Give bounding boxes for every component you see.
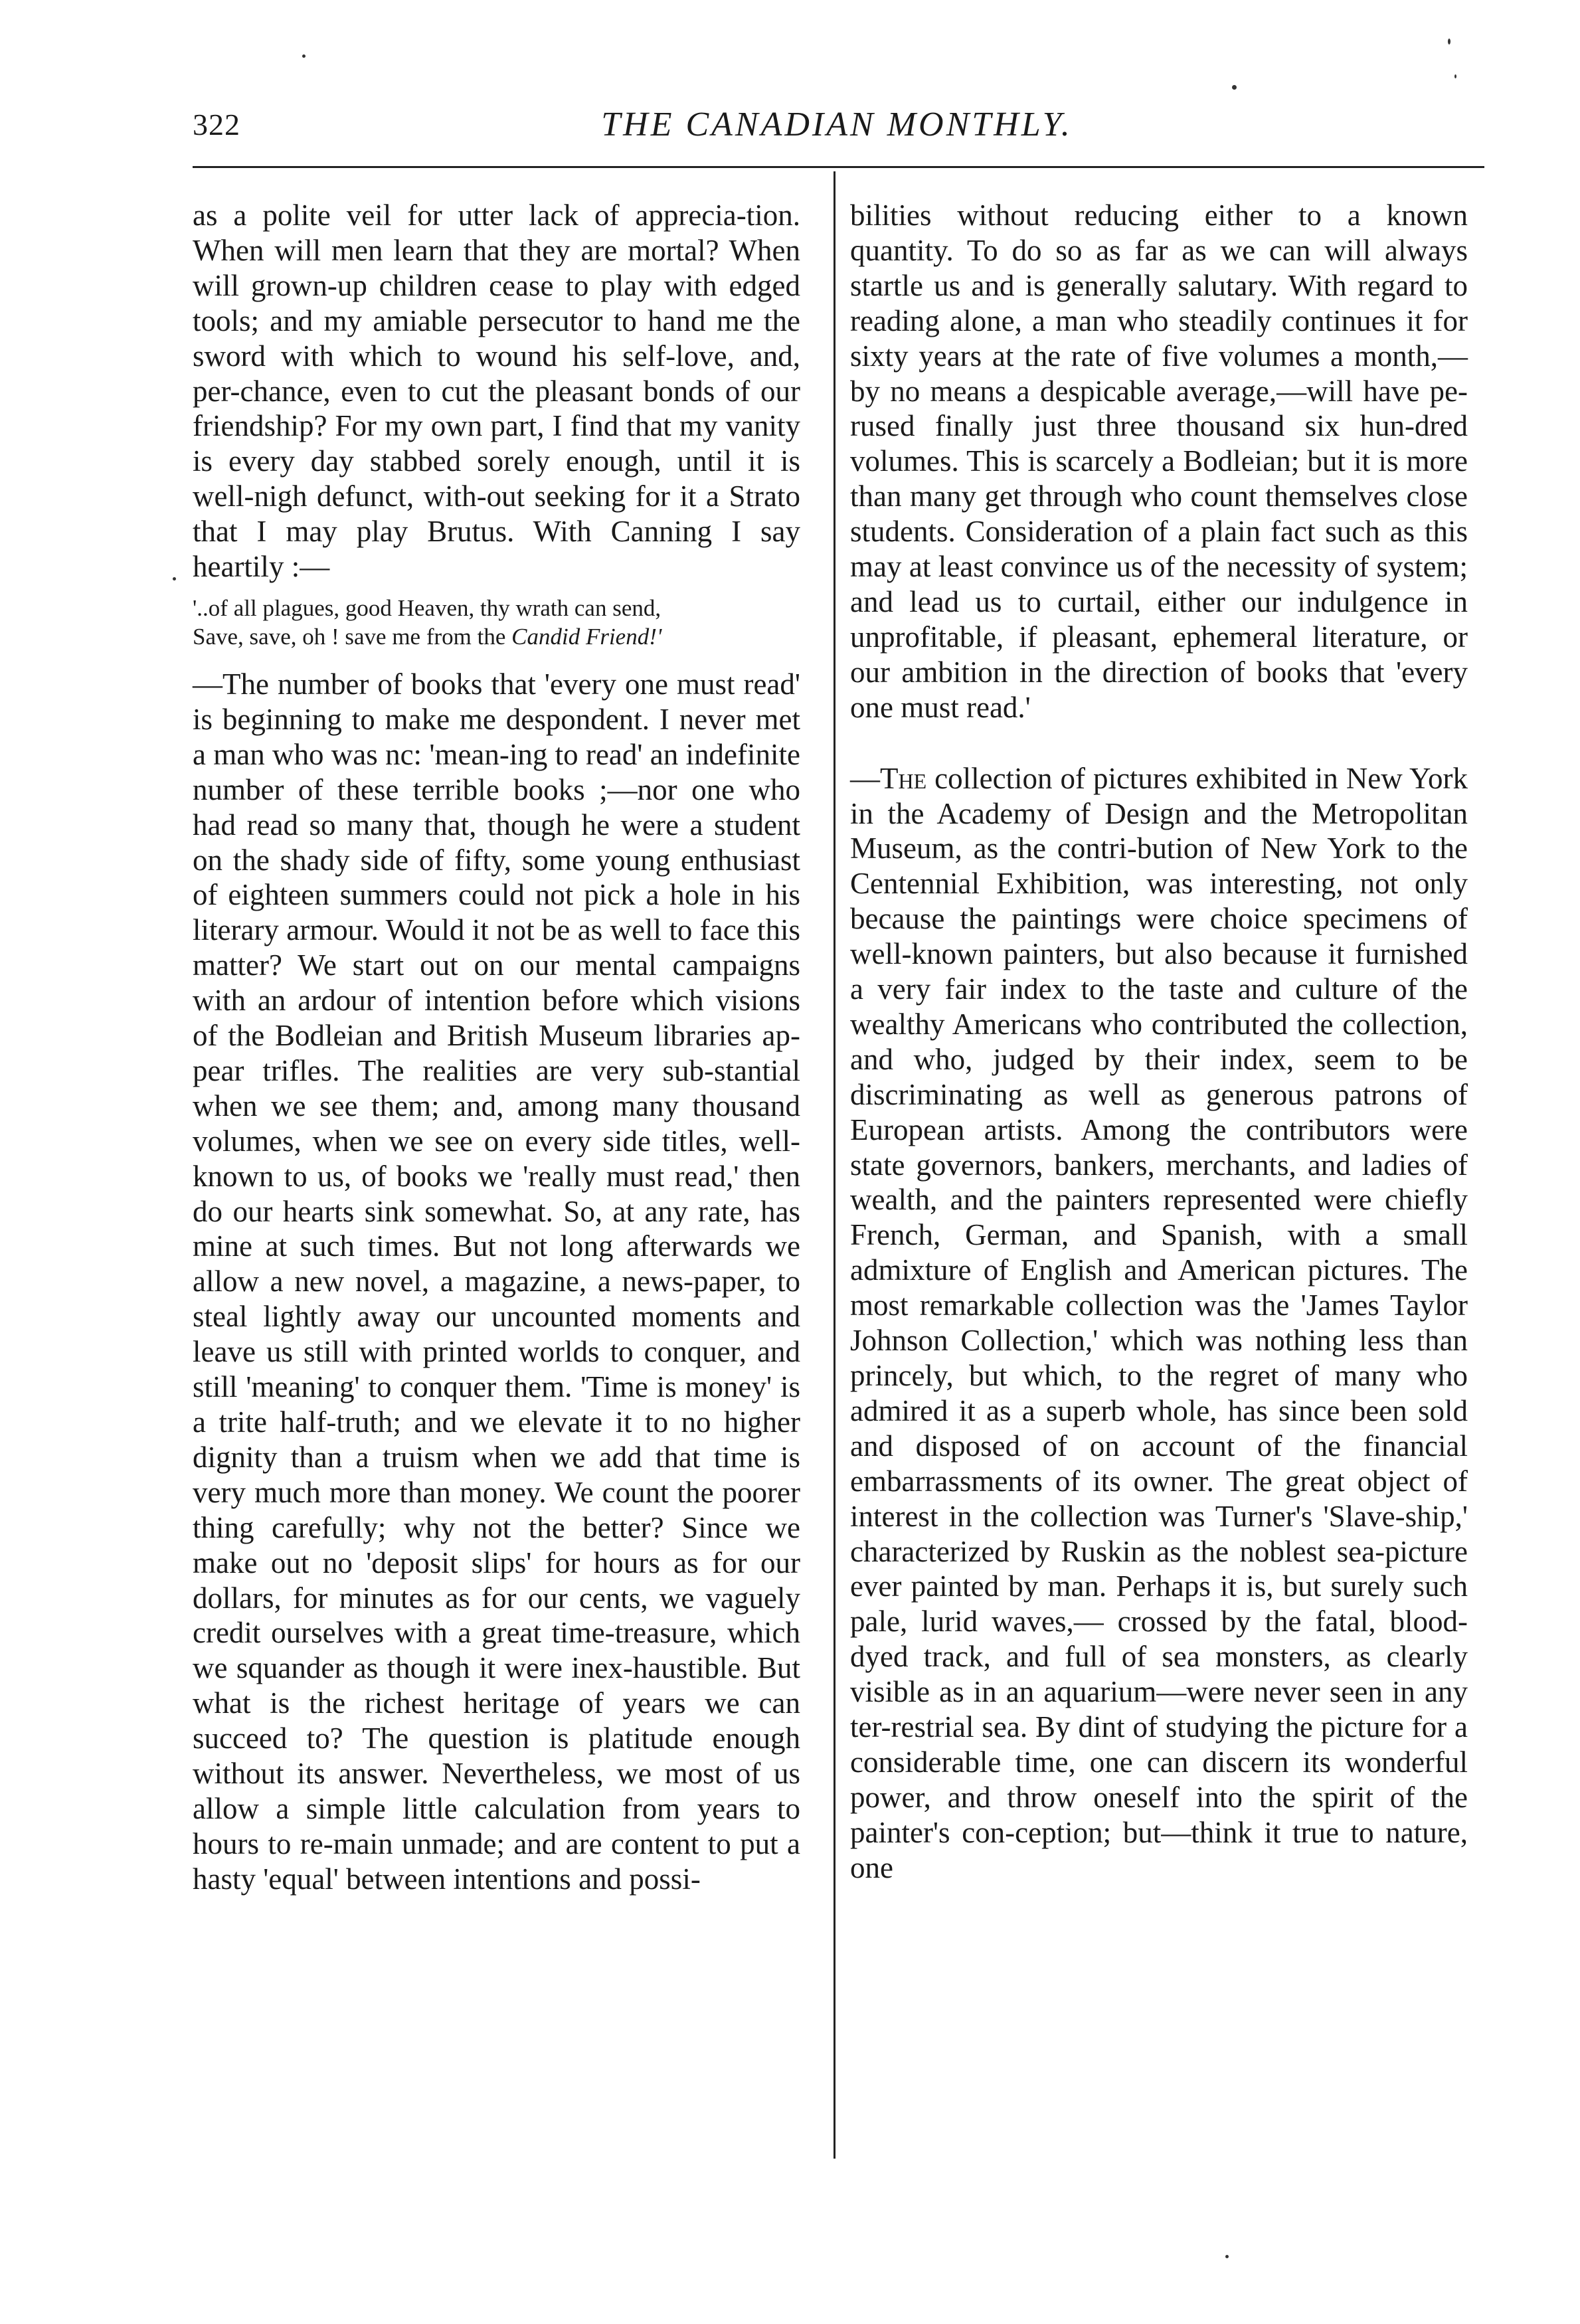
scan-speck [1225,2255,1229,2258]
left-paragraph-2: —The number of books that 'every one must read' is beginning to make me despondent. I never met a man who was nc: 'mean-ing to read' an indefinite number of these terrible books ;—nor one who had read so many that, though he were a student on the shady side of fifty, some young enthusiast of eighteen summers could not pick a hole in his literary armour. Would it not be as well to face this matter? We start out on our mental campaigns with an ardour of intention before which visions of the Bodleian and British Museum libraries ap-pear trifles. The realities are very sub-stantial when we see them; and, among many thousand volumes, when we see on every side titles, well-known to us, of books we 'really must read,' then do our hearts sink somewhat. So, at any rate, has mine at such times. But not long afterwards we allow a new novel, a magazine, a news-paper, to steal lightly away our uncounted moments and leave us still with printed worlds to conquer, and still 'meaning' to conquer them. 'Time is money' is a trite half-truth; and we elevate it to no higher dignity than a truism when we add that time is very much more than money. We count the poorer thing carefully; why not the better? Since we make out no 'deposit slips' for hours as for our dollars, for minutes as for our cents, we vaguely credit ourselves with a great time-treasure, which we squander as though it were inex-haustible. But what is the richest heritage of years we can succeed to? The question is platitude enough without its answer. Nevertheless, we most of us allow a simple little calculation from years to hours to re-main unmade; and are content to put a hasty 'equal' between intentions and possi- [193,667,800,1896]
scan-speck [1448,39,1450,45]
right-paragraph-2-text: collection of pictures exhibited in New York in the Academy of Design and the Metropolitan Museum, as the contri-bution of New York to the Centennial Exhibition, was interesting, not only because the paintings were choice specimens of well-known painters, but also because it furnished a very fair index to the taste and culture of the wealthy Americans who contributed the collection, and who, judged by their index, seem to be discriminating as well as generous patrons of European artists. Among the contributors were state governors, bankers, merchants, and ladies of wealth, and the painters represented were chiefly French, German, and Spanish, with a small admixture of English and American pictures. The most remarkable collection was the 'James Taylor Johnson Collection,' which was nothing less than princely, but which, to the regret of many who admired it as a superb whole, has since been sold and disposed of on account of the financial embarrassments of its owner. The great object of interest in the collection was Turner's 'Slave-ship,' characterized by Ruskin as the noblest sea-picture ever painted by man. Perhaps it is, but surely such pale, lurid waves,— crossed by the fatal, blood-dyed track, and full of sea monsters, as clearly visible as in an aquarium—were never seen in any ter-restrial sea. By dint of studying the picture for a considerable time, one can discern its wonderful power, and throw oneself into the spirit of the painter's con-ception; but—think it true to nature, one [850,761,1468,1884]
page-number: 322 [193,108,240,141]
column-divider-rule [834,171,835,2159]
quote-line-2 [193,622,800,651]
quote-line-1: '..of all plagues, good Heaven, thy wrath can send, [193,594,661,621]
left-paragraph-1: as a polite veil for utter lack of apprecia-tion. When will men learn that they are mortal? When will grown-up children cease to play with edged tools; and my amiable persecutor to hand me the sword with which to wound his self-love, and, per-chance, even to cut the pleasant bonds of our friendship? For my own part, I find that my vanity is every day stabbed sorely enough, until it is well-nigh defunct, with-out seeking for it a Strato that I may play Brutus. With Canning I say heartily :— [193,199,800,584]
canning-quotation [193,594,800,651]
right-paragraph-1: bilities without reducing either to a known quantity. To do so as far as we can will always startle us and is generally salutary. With regard to reading alone, a man who steadily continues it for sixty years at the rate of five volumes a month,—by no means a despicable average,—will have pe-rused finally just three thousand six hun-dred volumes. This is scarcely a Bodleian; but it is more than many get through who count themselves close students. Consideration of a plain fact such as this may at least convince us of the necessity of system; and lead us to curtail, either our indulgence in unprofitable, if pleasant, ephemeral literature, or our ambition in the direction of books that 'every one must read.' [850,199,1468,724]
scan-speck [1232,85,1237,90]
running-head [193,98,1481,151]
scan-speck [302,54,306,58]
journal-title: THE CANADIAN MONTHLY. [601,106,1073,143]
scan-speck [173,577,176,581]
paragraph-gap [850,725,1468,761]
right-paragraph-2-lead: —The [850,761,927,795]
quote-line-2-italic: Candid Friend!' [511,623,662,650]
scan-speck [1454,74,1456,78]
header-rule [193,166,1484,168]
right-paragraph-2 [850,761,1468,1886]
right-column [850,198,1468,1886]
quote-line-2-text: Save, save, oh ! save me from the [193,623,512,650]
left-column [193,198,800,1897]
